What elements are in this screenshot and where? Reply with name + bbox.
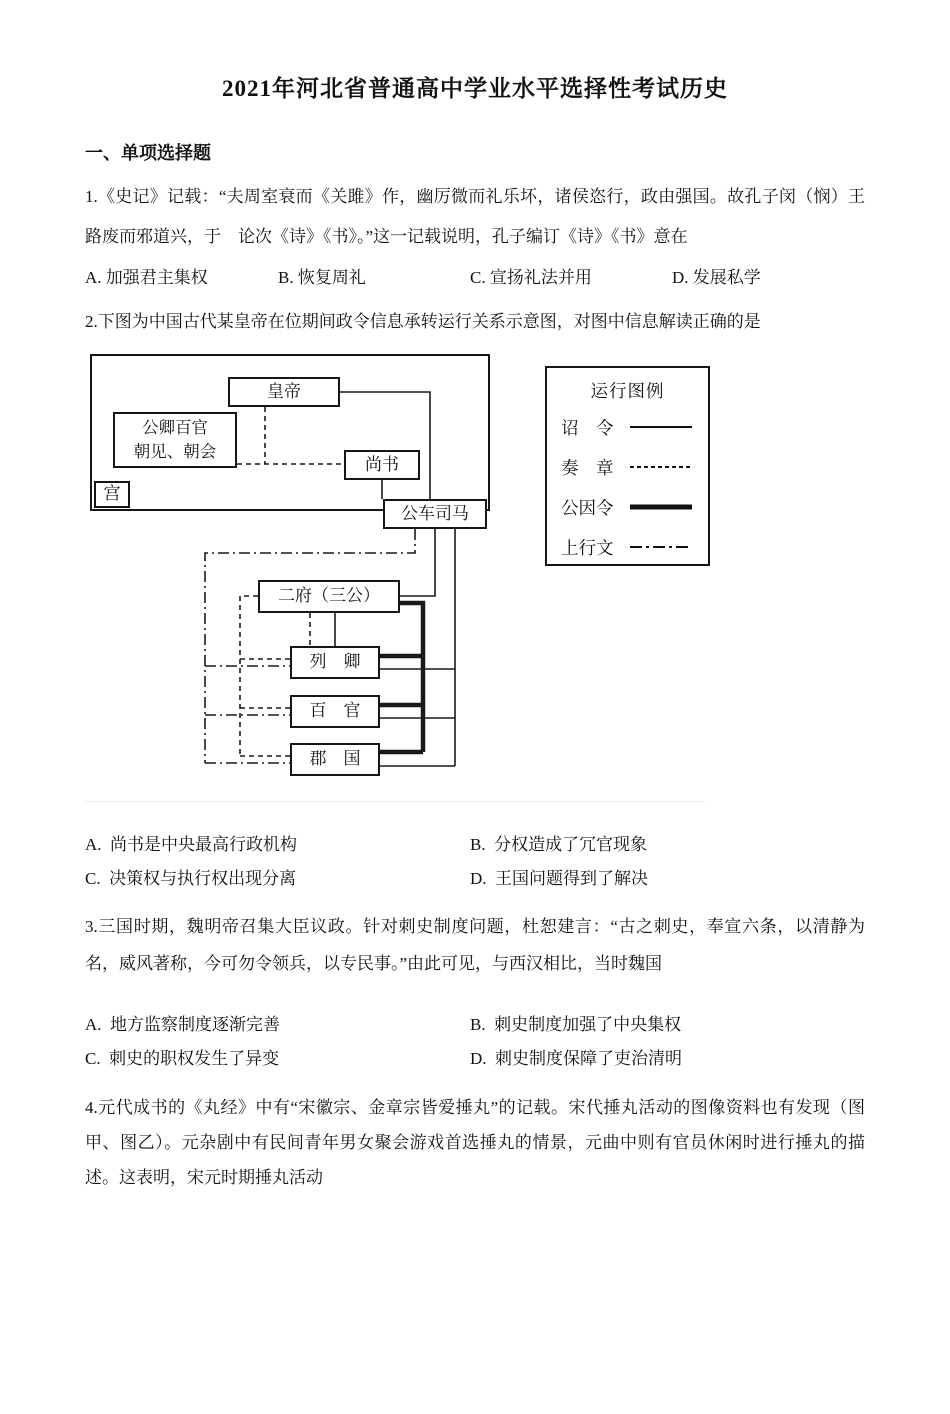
option-c: C. 刺史的职权发生了异变 — [85, 1049, 280, 1068]
exam-page — [0, 70, 950, 1195]
legend-label: 上行文 — [561, 537, 614, 558]
diagram-box-shangshu — [344, 450, 420, 480]
diagram-box-officials-audience — [113, 412, 237, 468]
option-d: D. 王国问题得到了解决 — [470, 869, 649, 888]
option-c: C. 决策权与执行权出现分离 — [85, 869, 297, 888]
legend-label: 诏 令 — [561, 417, 614, 438]
option-b: B. 分权造成了冗官现象 — [470, 835, 648, 854]
legend-item-upward-doc — [561, 527, 694, 567]
box-label-line2: 朝见、朝会 — [133, 442, 217, 461]
diagram-box-junguo — [290, 743, 380, 776]
question-2-stem: 2.下图为中国古代某皇帝在位期间政令信息承转运行关系示意图，对图中信息解读正确的是 — [85, 312, 761, 331]
solid-line-sample — [628, 422, 694, 432]
question-1-stem: 1.《史记》记载：“夫周室衰而《关雎》作，幽厉微而礼乐坏，诸侯恣行，政由强国。故孔子闵（悯）王路废而邪道兴，于 论次《诗》《书》。”这一记载说明，孔子编订《诗》《书》意在 — [85, 187, 865, 246]
box-label: 皇帝 — [267, 381, 301, 401]
diagram-box-gongche-sima — [383, 499, 487, 529]
diagram-legend — [545, 366, 710, 566]
option-d: D. 发展私学 — [672, 268, 761, 287]
dashdot-line-sample — [628, 542, 694, 552]
question-3-stem: 3.三国时期，魏明帝召集大臣议政。针对刺史制度问题，杜恕建言：“古之刺史，奉宣六条，以清静为名，威风著称，今可勿令领兵，以专民事。”由此可见，与西汉相比，当时魏国 — [85, 917, 865, 973]
option-d: D. 刺史制度保障了吏治清明 — [470, 1049, 683, 1068]
diagram-box-palace-label — [94, 481, 130, 508]
question-3-options — [85, 1008, 865, 1076]
option-b: B. 恢复周礼 — [278, 268, 366, 287]
box-label: 列 卿 — [309, 652, 361, 672]
gongyinling-lines — [380, 603, 423, 752]
legend-label: 公因令 — [561, 497, 614, 518]
dashed-line-sample — [628, 462, 694, 472]
section-divider — [85, 801, 705, 802]
legend-item-edict — [561, 407, 694, 447]
option-a: A. 加强君主集权 — [85, 268, 208, 287]
diagram-box-lieqing — [290, 646, 380, 679]
legend-label: 奏 章 — [561, 457, 614, 478]
diagram-box-emperor — [228, 377, 340, 407]
question-4-stem: 4.元代成书的《丸经》中有“宋徽宗、金章宗皆爱捶丸”的记载。宋代捶丸活动的图像资料也有发现（图甲、图乙）。元杂剧中有民间青年男女聚会游戏首选捶丸的情景，元曲中则有官员休闲时进行捶丸的描述。这表明，宋元时期捶丸活动 — [85, 1098, 865, 1187]
legend-item-gongyinling — [561, 487, 694, 527]
flow-diagram — [85, 351, 865, 793]
question-1-options — [85, 259, 865, 297]
option-c: C. 宣扬礼法并用 — [470, 268, 592, 287]
box-label: 尚书 — [365, 454, 399, 474]
diagram-box-baiguan — [290, 695, 380, 728]
option-b: B. 刺史制度加强了中央集权 — [470, 1015, 682, 1034]
question-2-options — [85, 828, 865, 896]
option-a: A. 地方监察制度逐渐完善 — [85, 1015, 281, 1034]
section-header: 一、单项选择题 — [85, 143, 211, 163]
page-title: 2021年河北省普通高中学业水平选择性考试历史 — [222, 76, 728, 101]
box-label: 百 官 — [309, 701, 361, 721]
box-label: 二府（三公） — [278, 586, 380, 606]
box-label: 公车司马 — [401, 503, 469, 523]
box-label: 宫 — [103, 484, 121, 504]
thick-line-sample — [628, 502, 694, 512]
box-label-line1: 公卿百官 — [142, 418, 208, 438]
option-a: A. 尚书是中央最高行政机构 — [85, 835, 298, 854]
diagram-box-two-offices — [258, 580, 400, 613]
legend-title: 运行图例 — [590, 381, 665, 401]
legend-item-memorial — [561, 447, 694, 487]
box-label: 郡 国 — [309, 749, 361, 769]
